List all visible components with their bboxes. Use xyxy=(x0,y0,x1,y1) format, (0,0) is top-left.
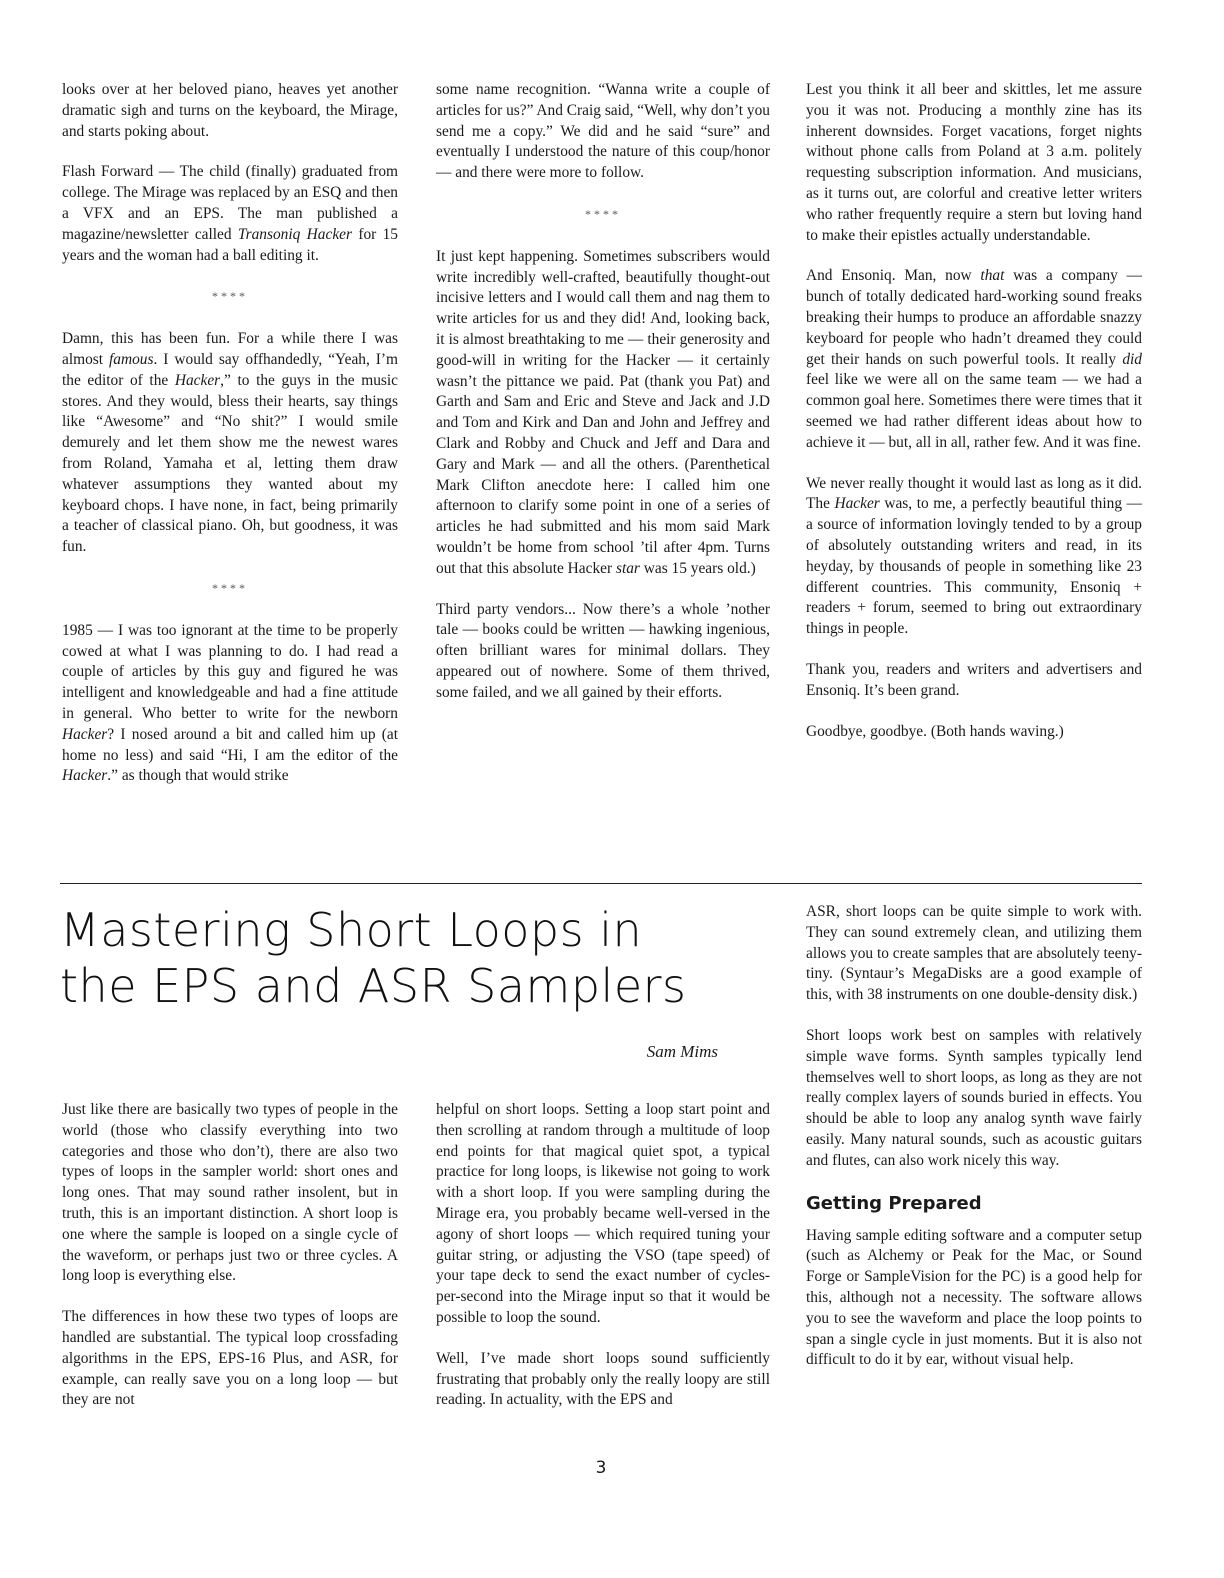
section-divider-stars: **** xyxy=(585,206,621,221)
paragraph: helpful on short loops. Setting a loop start point and then scrolling at random through a multitude of loop end points for that magical quiet spot, a typical practice for long loops, is likewise not going to work with a short loop. If you were sampling during the Mirage era, you probably became well-versed in the agony of short loops — which required tuning your guitar string, or adjusting the VSO (tape speed) of your tape deck to send the exact number of cycles-per-second into the Mirage input so that it would be possible to loop the sound. xyxy=(436,1101,770,1326)
section-divider-stars: **** xyxy=(212,580,248,595)
paragraph: Just like there are basically two types of people in the world (those who classify everything into two categories and those who don’t), there are also two types of loops in the sampler world: short ones and long ones. That may sound rather insolent, but in truth, this is an important distinction. A short loop is one where the sample is looped on a single cycle of the waveform, or perhaps just two or three cycles. A long loop is everything else. xyxy=(62,1101,398,1285)
column-2 xyxy=(436,80,770,704)
section-subheading: Getting Prepared xyxy=(806,1192,982,1214)
paragraph: Short loops work best on samples with relatively simple wave forms. Synth samples typically lend themselves well to short loops, as long as they are not really complex layers of sounds buried in effects. You should be able to loop any analog synth wave fairly easily. Many natural sounds, such as acoustic guitars and flutes, can also work nicely this way. xyxy=(806,1026,1142,1169)
paragraph: Flash Forward — The child (finally) graduated from college. The Mirage was replaced by an ESQ and then a VFX and an EPS. The man published a magazine/newsletter called Transoniq Hacker for 15 years and the woman had a ball editing it. xyxy=(62,163,398,264)
paragraph: We never really thought it would last as long as it did. The Hacker was, to me, a perfectly beautiful thing — a source of information lovingly tended to by a group of absolutely outstanding writers and read, in its heyday, by thousands of people in something like 23 different countries. This community, Ensoniq + readers + forum, seemed to bring out extraordinary things in people. xyxy=(806,474,1142,638)
paragraph: looks over at her beloved piano, heaves yet another dramatic sigh and turns on the keyboard, the Mirage, and starts poking about. xyxy=(62,81,398,140)
column-3 xyxy=(806,80,1142,742)
author-byline: Sam Mims xyxy=(646,1042,718,1061)
paragraph: Damn, this has been fun. For a while there I was almost famous. I would say offhandedly, “Yeah, I’m the editor of the Hacker,” to the guys in the music stores. And they would, bless their hearts, say things like “Awesome” and “No shit?” I would smile demurely and let them show me the newest wares from Roland, Yamaha et al, letting them draw whatever assumptions they wanted about my keyboard chops. I have none, in fact, being primarily a teacher of classical piano. Oh, but goodness, it was fun. xyxy=(62,330,399,556)
article-column-2 xyxy=(436,1100,770,1411)
paragraph: The differences in how these two types of loops are handled are substantial. The typical loop crossfading algorithms in the EPS, EPS-16 Plus, and ASR, for example, can really save you on a long loop — but they are not xyxy=(62,1308,398,1409)
column-1 xyxy=(62,80,398,787)
paragraph: some name recognition. “Wanna write a couple of articles for us?” And Craig said, “Well, why don’t you send me a copy.” We did and he said “sure” and eventually I understood the nature of this coup/honor — and there were more to follow. xyxy=(436,81,771,182)
page-number: 3 xyxy=(595,1458,607,1478)
paragraph: Third party vendors... Now there’s a whole ’nother tale — books could be written — hawking ingenious, often brilliant wares for minimal dollars. They appeared out of nowhere. Some of them thrived, some failed, and we all gained by their efforts. xyxy=(436,600,770,701)
paragraph: Lest you think it all beer and skittles, let me assure you it was not. Producing a monthly zine has its inherent downsides. Forget vacations, forget nights without phone calls from Poland at 3 a.m. politely requesting subscription information. And musicians, as it turns out, are colorful and creative letter writers who rather frequently require a stern but loving hand to make their epistles actually understandable. xyxy=(806,81,1142,244)
paragraph: Thank you, readers and writers and advertisers and Ensoniq. It’s been grand. xyxy=(806,660,1142,699)
paragraph: Having sample editing software and a computer setup (such as Alchemy or Peak for the Mac, or Sound Forge or SampleVision for the PC) is a good help for this, although not a necessity. The software allows you to see the waveform and place the loop points to span a single cycle in just moments. But it is also not difficult to do it by ear, without visual help. xyxy=(806,1226,1142,1369)
section-rule xyxy=(60,883,1142,884)
paragraph: ASR, short loops can be quite simple to work with. They can sound extremely clean, and utilizing them allows you to create samples that are absolutely teeny-tiny. (Syntaur’s MegaDisks are a good example of this, with 38 instruments on one double-density disk.) xyxy=(806,903,1142,1004)
paragraph: 1985 — I was too ignorant at the time to be properly cowed at what I was planning to do. I had read a couple of articles by this guy and figured he was intelligent and knowledgeable and had a fine attitude in general. Who better to write for the newborn Hacker? I nosed around a bit and called him up (at home no less) and said “Hi, I am the editor of the Hacker.” as though that would strike xyxy=(62,621,398,785)
section-divider-stars: **** xyxy=(212,289,248,304)
paragraph: And Ensoniq. Man, now that was a company — bunch of totally dedicated hard-working sound freaks breaking their humps to produce an affordable snazzy keyboard for people who hadn’t dreamed they could get their hands on such powerful tools. It really did feel like we were all on the same team — we had a common goal here. Sometimes there were times that it seemed we had rather different ideas about how to achieve it — but, all in all, rather few. And it was fine. xyxy=(806,267,1142,451)
paragraph: Well, I’ve made short loops sound sufficiently frustrating that probably only the really loopy are still reading. In actuality, with the EPS and xyxy=(436,1349,770,1409)
paragraph: It just kept happening. Sometimes subscribers would write incredibly well-crafted, beautifully thought-out incisive letters and I would call them and nag them to write articles for us and they did! And, looking back, it is almost breathtaking to me — their generosity and good-will in writing for the Hacker — it certainly wasn’t the pittance we paid. Pat (thank you Pat) and Garth and Sam and Eric and Steve and Jack and J.D and Tom and Kirk and Dan and John and Jeffrey and Clark and Robby and Chuck and Jeff and Dara and Gary and Mark — and all the others. (Parenthetical Mark Clifton anecdote here: I called him one afternoon to clarify some point in one of a series of articles he had submitted and his mom said Mark wouldn’t be home from school ’til after 4pm. Turns out that this absolute Hacker star was 15 years old.) xyxy=(436,247,770,577)
article-title: Mastering Short Loops in the EPS and ASR Samplers xyxy=(60,903,687,1013)
paragraph: Goodbye, goodbye. (Both hands waving.) xyxy=(806,722,1064,740)
article-column-1 xyxy=(62,1100,398,1411)
article-column-3 xyxy=(806,902,1142,1371)
